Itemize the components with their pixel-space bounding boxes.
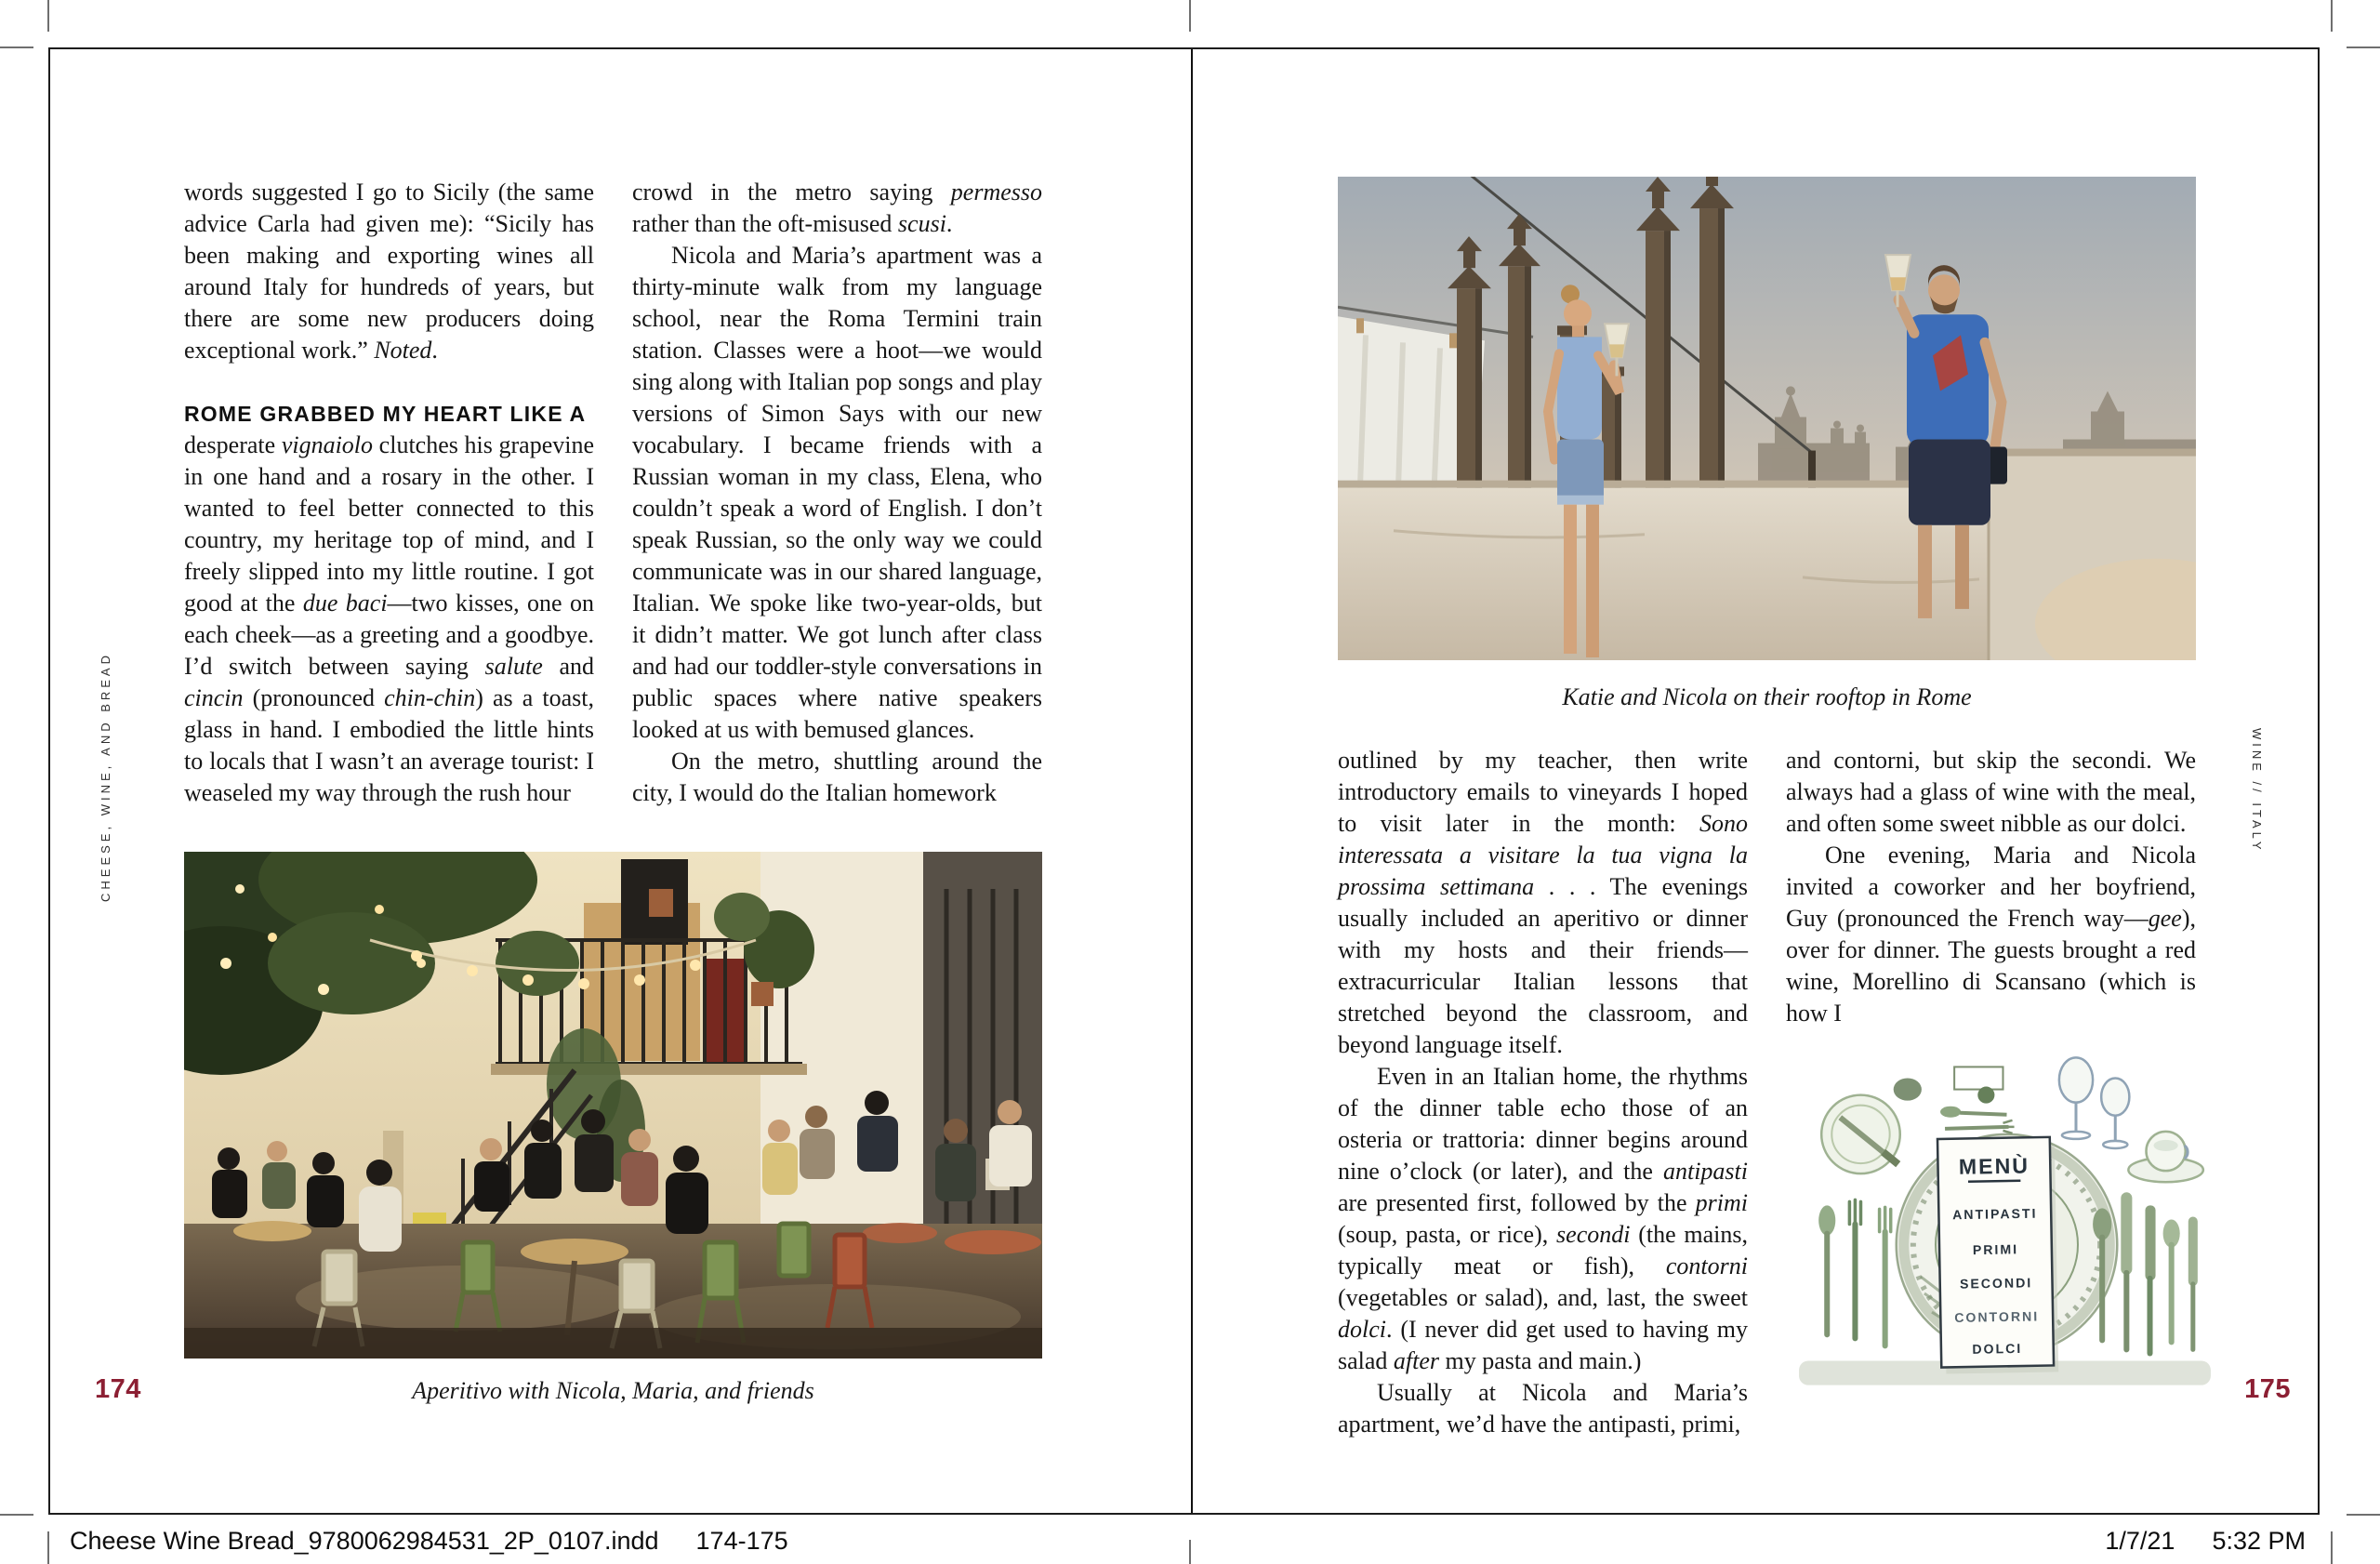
crop-mark-bottom-right-v	[2331, 1531, 2333, 1564]
menu-item-dolci: DOLCI	[1972, 1340, 2023, 1357]
text-run: (soup, pasta, or rice),	[1338, 1221, 1557, 1248]
text-run: Usually at Nicola and Maria’s apartment, we’d have the antipasti, primi,	[1338, 1379, 1748, 1438]
text-run: are presented first, followed by the	[1338, 1189, 1696, 1216]
paragraph	[1338, 1377, 1748, 1440]
wine-glasses	[2059, 1057, 2129, 1148]
text-run: (vegetables or salad), and, last, the sweet	[1338, 1284, 1748, 1311]
rooftop-photo-art	[1338, 177, 2196, 660]
paragraph	[1786, 840, 2196, 1029]
paragraph	[632, 177, 1042, 240]
text-run: .	[945, 210, 953, 237]
left-page-column-2	[632, 177, 1042, 809]
slug-page-range: 174-175	[695, 1527, 788, 1555]
text-run: . . . The evenings usually included an aperitivo or dinner with my hosts and their friends—extracurricular Italian lessons that stretched beyond the classroom, and beyond language itself.	[1338, 873, 1749, 1058]
running-head-right: WINE // ITALY	[2250, 728, 2264, 854]
menu-item-antipasti: ANTIPASTI	[1951, 1205, 2038, 1223]
paragraph	[1786, 745, 2196, 840]
left-cutlery	[1818, 1200, 1891, 1345]
menu-item-contorni: CONTORNI	[1954, 1308, 2040, 1325]
slug-date: 1/7/21	[2105, 1527, 2175, 1555]
paragraph	[632, 746, 1042, 809]
table-setting-art	[1793, 1040, 2219, 1401]
text-run: my pasta and main.)	[1439, 1347, 1642, 1374]
crop-mark-top-right-v	[2331, 0, 2333, 32]
section-heading: ROME GRABBED MY HEART LIKE A	[184, 402, 587, 426]
right-page-column-2	[1786, 745, 2196, 1029]
text-run: On the metro, shuttling around the city, I would do the Italian homework	[632, 748, 1042, 806]
page-spread	[48, 47, 2320, 1515]
bread-plate	[1821, 1095, 1900, 1174]
text-run: .	[431, 337, 438, 364]
crop-mark-top-right-h	[2347, 46, 2380, 48]
crop-mark-top-left-h	[0, 46, 33, 48]
right-photo-caption: Katie and Nicola on their rooftop in Rome	[1562, 683, 1972, 710]
text-run: Nicola and Maria’s apartment was a thirty-minute walk from my language school, near the Roma Termini train station. Classes were a hoot—we would sing along with Italian pop songs and play versions of Simon Says with our new vocabulary. I became friends with a Russian woman in my class, Elena, who couldn’t speak a word of English. I don’t speak Russian, so the only way we could communicate was in our shared language, Italian. We spoke like two-year-olds, but it didn’t matter. We got lunch after class and had our toddler-style conversations in public spaces where native speakers looked at us with bemused glances.	[632, 242, 1042, 743]
paragraph	[184, 177, 594, 366]
text-run: Noted	[374, 337, 432, 364]
text-run: and	[542, 653, 595, 680]
cup-and-saucer	[2128, 1132, 2203, 1182]
folio-175: 175	[2244, 1374, 2291, 1404]
text-run: cincin	[184, 684, 244, 711]
folio-174: 174	[95, 1374, 141, 1404]
place-card	[1940, 1067, 2015, 1133]
text-run: and contorni, but skip the secondi. We always had a glass of wine with the meal, and often some sweet nibble as our dolci.	[1786, 747, 2196, 837]
text-run: chin-chin	[384, 684, 476, 711]
text-run: words suggested I go to Sicily (the same advice Carla had given me): “Sicily has been making and exporting wines all around Italy for hundreds of years, but there are some new producers doing exceptional work.”	[184, 179, 594, 364]
paragraph	[184, 398, 594, 809]
text-run: outlined by my teacher, then write introductory emails to vineyards I hoped to visit later in the month:	[1338, 747, 1748, 837]
menu-item-primi: PRIMI	[1972, 1241, 2019, 1258]
crop-mark-bottom-right-h	[2347, 1514, 2380, 1516]
text-run: primi	[1695, 1189, 1748, 1216]
text-run: . (I never did get used to having my salad	[1338, 1316, 1748, 1374]
text-run: after	[1393, 1347, 1440, 1374]
running-head-left: CHEESE, WINE, AND BREAD	[99, 652, 112, 902]
text-run: gee	[2148, 905, 2182, 932]
slug-file-name: Cheese Wine Bread_9780062984531_2P_0107.indd	[70, 1527, 659, 1555]
slug-timestamp	[2105, 1527, 2306, 1556]
paragraph	[1338, 745, 1748, 1061]
left-page-column-1	[184, 177, 594, 809]
text-run: —two kisses, one on each cheek—as a greeting and a goodbye. I’d switch between saying	[184, 590, 594, 680]
courtyard-photo-art	[184, 852, 1042, 1359]
menu-card	[1937, 1137, 2058, 1374]
text-run: due baci	[302, 590, 388, 616]
crop-mark-bottom-left-h	[0, 1514, 33, 1516]
text-run: rather than the oft-misused	[632, 210, 898, 237]
rooftop-photo	[1338, 177, 2196, 660]
menu-title: MENÙ	[1958, 1153, 2030, 1179]
left-photo-caption: Aperitivo with Nicola, Maria, and friends	[412, 1377, 814, 1404]
menu-item-secondi: SECONDI	[1959, 1275, 2033, 1292]
crop-mark-top-center	[1189, 0, 1191, 32]
text-run: salute	[484, 653, 543, 680]
text-run: ), over for dinner. The guests brought a red wine, Morellino di Scansano (which is how I	[1786, 905, 2196, 1027]
text-run: permesso	[950, 179, 1042, 205]
text-run: (pronounced	[243, 684, 385, 711]
text-run: Even in an Italian home, the rhythms of the dinner table echo those of an osteria or trattoria: dinner begins around nine o’clock (or later), and the	[1338, 1063, 1748, 1185]
text-run: scusi	[897, 210, 946, 237]
slug-file-info	[70, 1527, 788, 1556]
ramekin	[1894, 1078, 1922, 1100]
crop-mark-bottom-center	[1189, 1540, 1191, 1564]
text-run: (the mains, typically meat or fish),	[1338, 1221, 1749, 1279]
crop-mark-bottom-left-v	[47, 1531, 49, 1564]
text-run: clutches his grapevine in one hand and a rosary in the other. I wanted to feel better connected to this country, my heritage top of mind, and I freely slipped into my little routine. I got good at the	[184, 431, 594, 616]
text-run: antipasti	[1662, 1158, 1748, 1185]
paragraph	[1338, 1061, 1748, 1377]
text-run: Sono interessata a visitare la tua vigna la prossima settimana	[1338, 810, 1748, 900]
text-run: ) as a toast, glass in hand. I embodied the little hints to locals that I wasn’t an average tourist: I weaseled my way through the rush hour	[184, 684, 594, 806]
crop-mark-top-left-v	[47, 0, 49, 32]
text-run: dolci	[1338, 1316, 1386, 1343]
text-run: crowd in the metro saying	[632, 179, 951, 205]
spread-gutter-line	[1191, 49, 1193, 1513]
text-run: One evening, Maria and Nicola invited a coworker and her boyfriend, Guy (pronounced the French way—	[1786, 842, 2196, 932]
right-page-column-1	[1338, 745, 1748, 1440]
text-run: desperate	[184, 431, 282, 458]
text-run: vignaiolo	[281, 431, 374, 458]
text-run: secondi	[1556, 1221, 1631, 1248]
table-setting-illustration	[1793, 1040, 2219, 1401]
slug-time: 5:32 PM	[2212, 1527, 2306, 1555]
courtyard-aperitivo-photo	[184, 852, 1042, 1359]
paragraph	[632, 240, 1042, 746]
text-run: contorni	[1665, 1253, 1748, 1279]
